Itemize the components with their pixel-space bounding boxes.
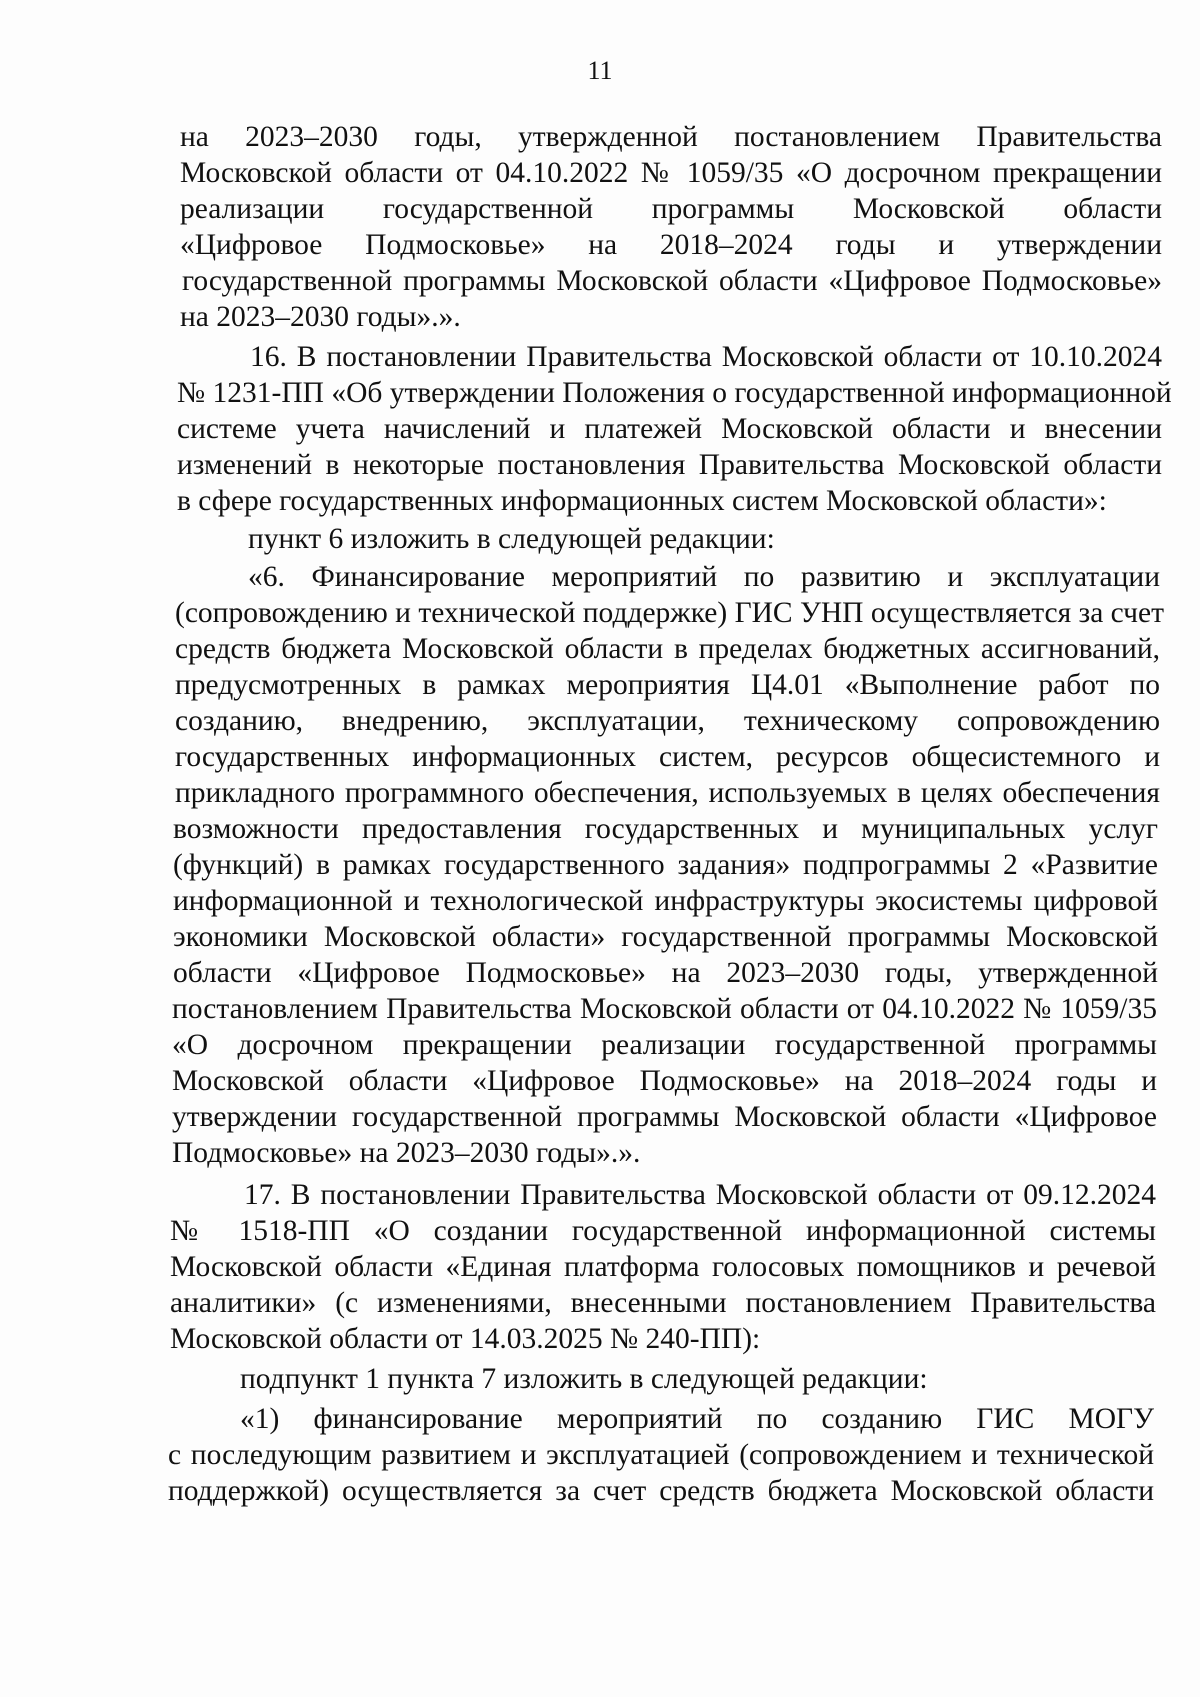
text-line: с последующим развитием и эксплуатацией (сопровождением и технической: [168, 1439, 1154, 1471]
text-line: 16. В постановлении Правительства Московской области от 10.10.2024: [250, 341, 1162, 373]
text-line: экономики Московской области» государственной программы Московской: [173, 921, 1158, 953]
text-line: Московской области от 04.10.2022 № 1059/35 «О досрочном прекращении: [180, 157, 1162, 189]
text-line: прикладного программного обеспечения, используемых в целях обеспечения: [175, 777, 1160, 809]
text-line: изменений в некоторые постановления Правительства Московской области: [177, 449, 1162, 481]
text-line: средств бюджета Московской области в пределах бюджетных ассигнований,: [175, 633, 1160, 665]
text-line: (функций) в рамках государственного задания» подпрограммы 2 «Развитие: [173, 849, 1158, 881]
text-line: утверждении государственной программы Московской области «Цифровое: [172, 1101, 1157, 1133]
text-line: 17. В постановлении Правительства Московской области от 09.12.2024: [244, 1179, 1156, 1211]
text-line: (сопровождению и технической поддержке) ГИС УНП осуществляется за счет: [175, 597, 1164, 629]
text-line: государственной программы Московской области «Цифровое Подмосковье»: [182, 265, 1162, 297]
text-line: Московской области от 14.03.2025 № 240-ПП):: [170, 1323, 761, 1355]
text-line: «Цифровое Подмосковье» на 2018–2024 годы и утверждении: [180, 229, 1162, 261]
text-line: «1) финансирование мероприятий по созданию ГИС МОГУ: [240, 1403, 1154, 1435]
text-line: информационной и технологической инфраструктуры экосистемы цифровой: [173, 885, 1158, 917]
text-line: пункт 6 изложить в следующей редакции:: [248, 523, 775, 555]
text-line: «6. Финансирование мероприятий по развитию и эксплуатации: [248, 561, 1160, 593]
text-line: на 2023–2030 годы, утвержденной постановлением Правительства: [180, 121, 1162, 153]
page-number: 11: [587, 56, 613, 85]
text-line: Московской области «Единая платформа голосовых помощников и речевой: [170, 1251, 1156, 1283]
text-line: государственных информационных систем, ресурсов общесистемного и: [175, 741, 1160, 773]
text-line: «О досрочном прекращении реализации государственной программы: [172, 1029, 1157, 1061]
text-line: предусмотренных в рамках мероприятия Ц4.01 «Выполнение работ по: [175, 669, 1160, 701]
text-line: аналитики» (с изменениями, внесенными постановлением Правительства: [170, 1287, 1156, 1319]
text-line: системе учета начислений и платежей Московской области и внесении: [177, 413, 1162, 445]
text-line: подпункт 1 пункта 7 изложить в следующей редакции:: [240, 1363, 928, 1395]
text-line: поддержкой) осуществляется за счет средств бюджета Московской области: [168, 1475, 1154, 1507]
text-line: № 1231-ПП «Об утверждении Положения о государственной информационной: [177, 377, 1172, 409]
text-line: Подмосковье» на 2023–2030 годы».».: [172, 1137, 641, 1169]
text-line: на 2023–2030 годы».».: [180, 301, 461, 333]
text-line: реализации государственной программы Московской области: [180, 193, 1162, 225]
text-line: возможности предоставления государственных и муниципальных услуг: [173, 813, 1158, 845]
text-line: № 1518-ПП «О создании государственной информационной системы: [170, 1215, 1156, 1247]
text-line: области «Цифровое Подмосковье» на 2023–2030 годы, утвержденной: [173, 957, 1158, 989]
text-line: созданию, внедрению, эксплуатации, техническому сопровождению: [175, 705, 1160, 737]
text-line: Московской области «Цифровое Подмосковье» на 2018–2024 годы и: [172, 1065, 1157, 1097]
text-line: постановлением Правительства Московской области от 04.10.2022 № 1059/35: [172, 993, 1157, 1025]
text-line: в сфере государственных информационных систем Московской области»:: [177, 485, 1107, 517]
